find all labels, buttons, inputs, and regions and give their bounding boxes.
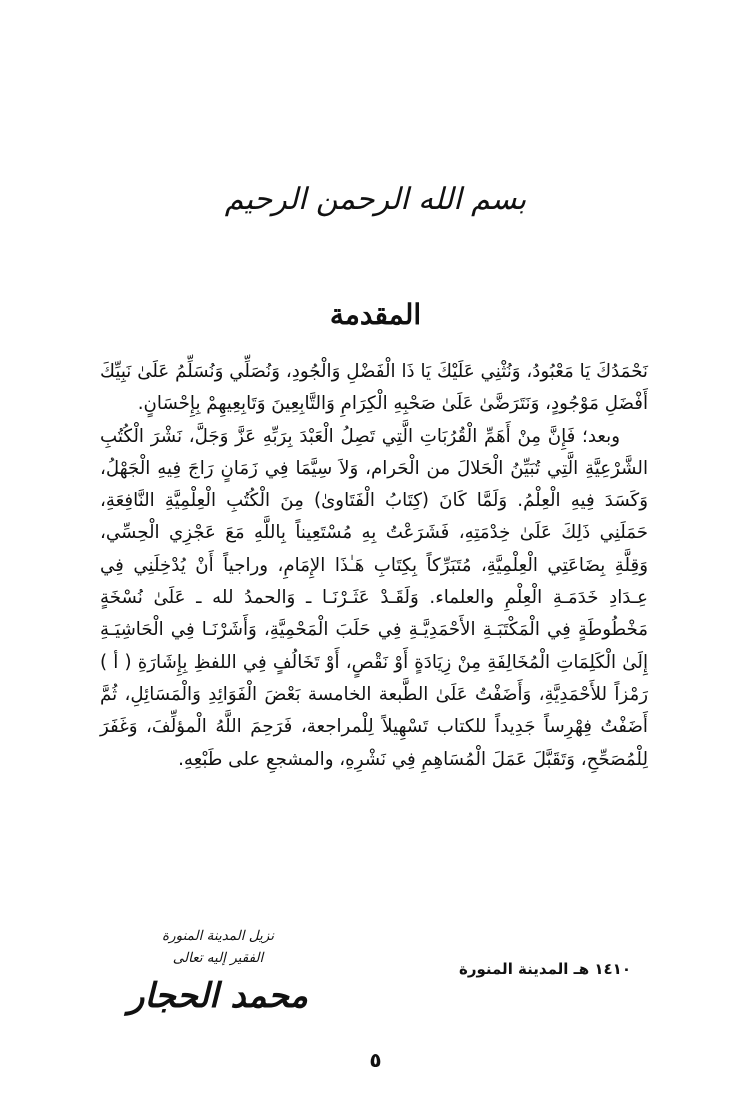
paragraph-praise: نَحْمَدُكَ يَا مَعْبُودُ، وَنُثْنِي عَلَيْكَ يَا ذَا الْفَضْلِ وَالْجُودِ، وَنُصَلِّي وَنُسَلِّمُ عَلَىٰ نَبِيِّكَ أَفْضَلِ مَوْجُودٍ، وَنَتَرَضَّىٰ عَلَىٰ صَحْبِهِ الْكِرَامِ وَالتَّابِعِينَ وَتَابِعِيهِمْ بِإِحْسَانٍ. [100, 361, 648, 415]
page-number: ٥ [369, 1048, 382, 1072]
signature-name: محمد الحجار [128, 976, 308, 1016]
signature-block [98, 925, 338, 1021]
basmala-heading: بسم الله الرحمن الرحيم [224, 182, 527, 217]
page-title: المقدمة [329, 298, 422, 331]
signature-residence: نزيل المدينة المنورة [162, 928, 274, 944]
introduction-body [100, 356, 648, 776]
date-place: ١٤١٠ هـ المدينة المنورة [458, 960, 631, 978]
signature-humble: الفقير إليه تعالى [172, 950, 264, 966]
paragraph-main: وبعد؛ فَإِنَّ مِنْ أَهَمِّ الْقُرُبَاتِ الَّتِي تَصِلُ الْعَبْدَ بِرَبِّهِ عَزَّ وَجَلَّ، نَشْرَ الْكُتُبِ الشَّرْعِيَّةِ الَّتِي تُبَيِّنُ الْحَلالَ من الْحَرام، وَلاَ سِيَّمَا فِي زَمَانٍ رَاجَ فِيهِ الْجَهْلُ، وَكَسَدَ فِيهِ الْعِلْمُ. وَلَمَّا كَانَ (كِتَابُ الْفَتَاوىٰ) مِنَ الْكُتُبِ الْعِلْمِيَّةِ النَّافِعَةِ، حَمَلَنِي ذَلِكَ عَلَىٰ خِدْمَتِهِ، فَشَرَعْتُ بِهِ مُسْتَعِيناً بِاللَّهِ مَعَ عَجْزِي الْحِسِّي، وَقِلَّةِ بِضَاعَتِي الْعِلْمِيَّةِ، مُتَبَرِّكاً بِكِتَابِ هَـٰذَا الإِمَامِ، وراجياً أَنْ يُدْخِلَنِي فِي عِـدَادِ خَدَمَـةِ الْعِلْمِ والعلماء. وَلَقَـدْ عَثَـرْنَـا ـ وَالحمدُ لله ـ عَلَىٰ نُسْخَةٍ مَخْطُوطَةٍ فِي الْمَكْتَبَـةِ الأَحْمَدِيَّـةِ فِي حَلَبَ الْمَحْمِيَّةِ، وَأَشَرْنَـا فِي الْحَاشِيَـةِ إِلَىٰ الْكَلِمَاتِ الْمُخَالِفَةِ مِنْ زِيَادَةٍ أَوْ نَقْصٍ، أَوْ تَخَالُفٍ فِي اللفظِ بِإِشَارَةِ ( أ ) رَمْزاً للأَحْمَدِيَّةِ، وَأَضَفْتُ عَلَىٰ الطَّبعة الخامسة بَعْضَ الْفَوَائِدِ وَالْمَسَائِلِ، ثُمَّ أَضَفْتُ فِهْرِساً جَدِيداً للكتاب تَسْهِيلاً لِلْمراجعة، فَرَحِمَ اللَّهُ الْمؤلِّفَ، وَغَفَرَ لِلْمُصَحِّحِ، وَتَقَبَّلَ عَمَلَ الْمُسَاهِمِ فِي نَشْرِهِ، والمشجعِ على طَبْعِهِ. [100, 425, 648, 770]
